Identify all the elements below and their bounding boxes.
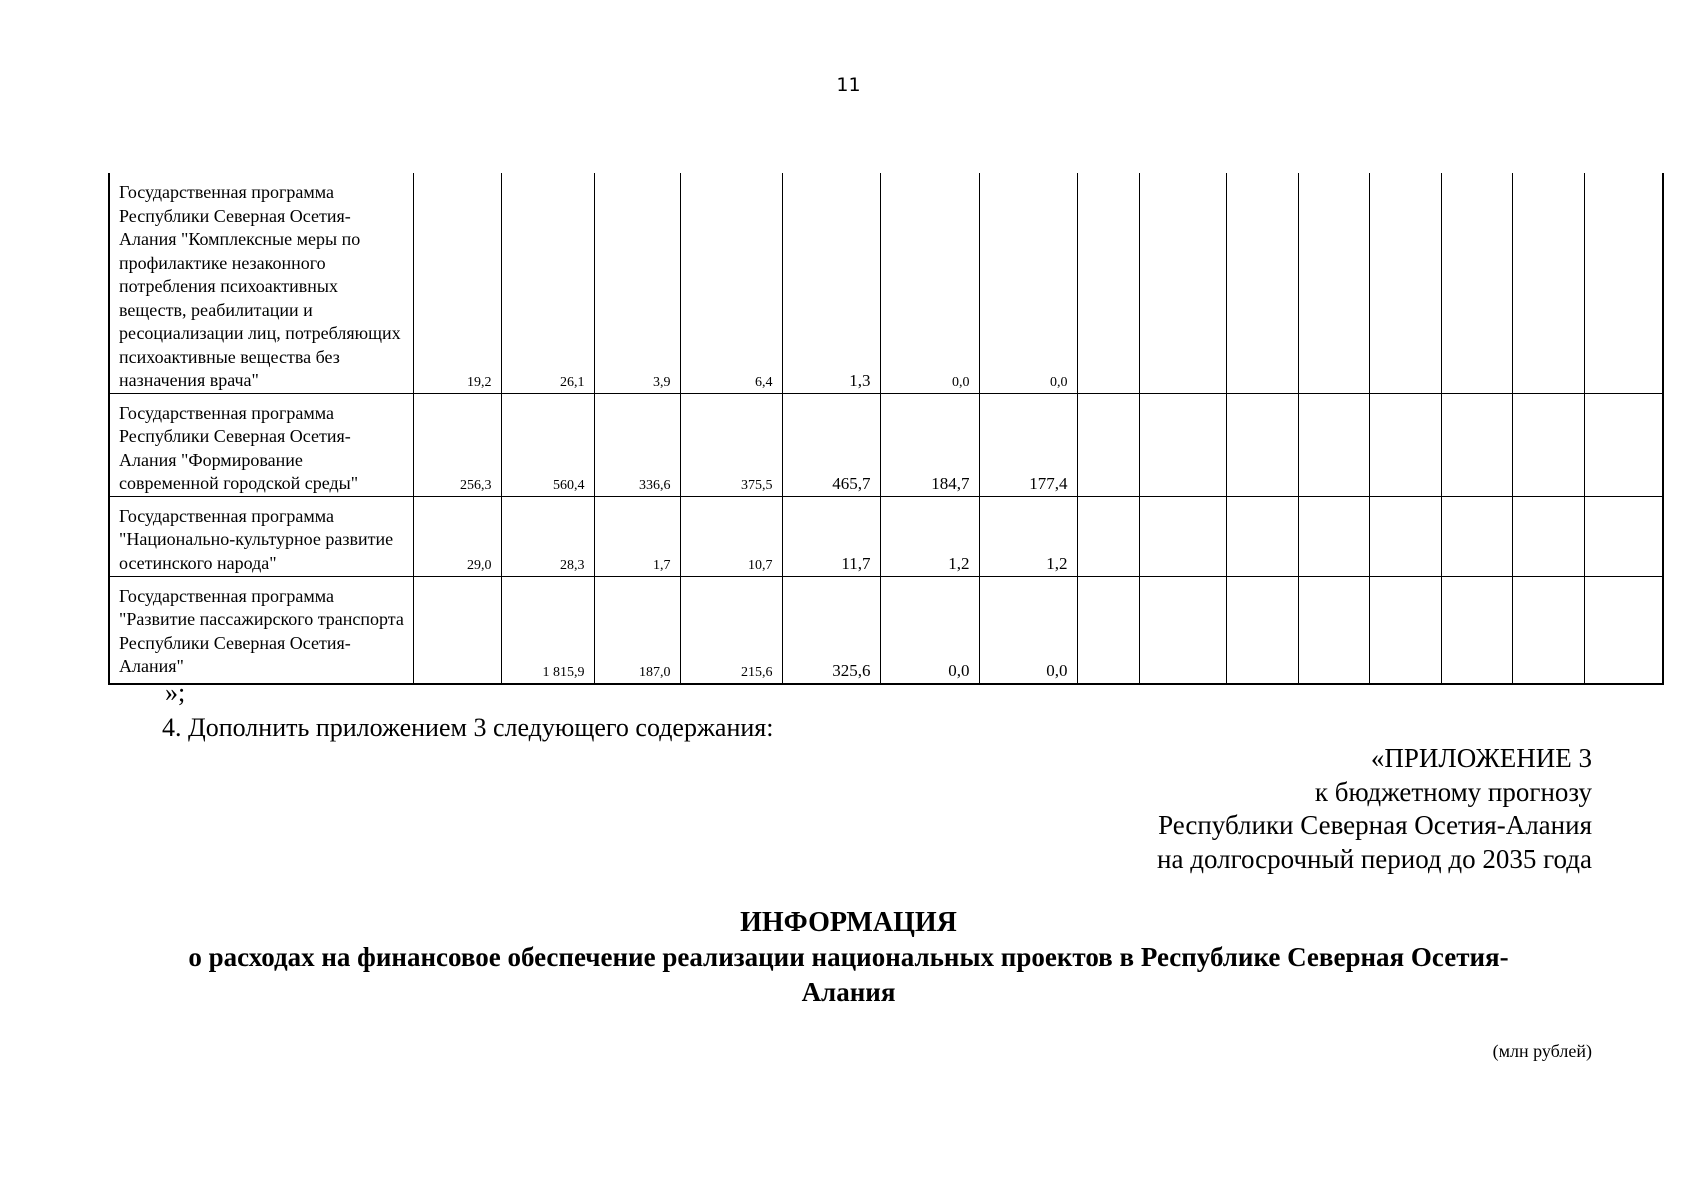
units-label: (млн рублей) <box>1492 1041 1592 1061</box>
value-cell: 19,2 <box>413 173 501 393</box>
value-cell <box>413 576 501 684</box>
value-cell: 10,7 <box>680 496 782 576</box>
value-cell: 1 815,9 <box>501 576 594 684</box>
value-cell: 3,9 <box>594 173 680 393</box>
empty-cell <box>1139 496 1226 576</box>
empty-cell <box>1077 173 1139 393</box>
value-cell: 0,0 <box>880 173 979 393</box>
appendix-line: к бюджетному прогнозу <box>1314 776 1592 807</box>
empty-cell <box>1512 576 1584 684</box>
table-row <box>109 576 1663 684</box>
value-cell: 1,3 <box>782 173 880 393</box>
table-row <box>109 496 1663 576</box>
programs-table-wrapper <box>108 173 1662 678</box>
appendix-header <box>1157 742 1592 876</box>
document-subtitle: о расходах на финансовое обеспечение реализации национальных проектов в Республике Северная Осетия-Алания <box>188 942 1509 1007</box>
value-cell: 0,0 <box>979 173 1077 393</box>
value-cell: 465,7 <box>782 393 880 496</box>
empty-cell <box>1512 496 1584 576</box>
empty-cell <box>1369 173 1441 393</box>
page-number: 11 <box>836 74 861 96</box>
empty-cell <box>1584 496 1663 576</box>
value-cell: 1,7 <box>594 496 680 576</box>
appendix-line: на долгосрочный период до 2035 года <box>1157 843 1592 874</box>
program-name: Государственная программа Республики Северная Осетия-Алания "Формирование современной городской среды" <box>109 393 413 496</box>
program-name: Государственная программа "Развитие пассажирского транспорта Республики Северная Осетия-Алания" <box>109 576 413 684</box>
value-cell: 256,3 <box>413 393 501 496</box>
empty-cell <box>1584 576 1663 684</box>
program-name: Государственная программа "Национально-культурное развитие осетинского народа" <box>109 496 413 576</box>
value-cell: 26,1 <box>501 173 594 393</box>
value-cell: 0,0 <box>979 576 1077 684</box>
empty-cell <box>1139 173 1226 393</box>
empty-cell <box>1441 173 1512 393</box>
value-cell: 29,0 <box>413 496 501 576</box>
empty-cell <box>1226 393 1298 496</box>
empty-cell <box>1298 173 1369 393</box>
value-cell: 560,4 <box>501 393 594 496</box>
value-cell: 184,7 <box>880 393 979 496</box>
value-cell: 11,7 <box>782 496 880 576</box>
appendix-line: Республики Северная Осетия-Алания <box>1158 810 1592 840</box>
empty-cell <box>1369 393 1441 496</box>
value-cell: 1,2 <box>880 496 979 576</box>
empty-cell <box>1226 173 1298 393</box>
empty-cell <box>1077 393 1139 496</box>
value-cell: 375,5 <box>680 393 782 496</box>
value-cell: 325,6 <box>782 576 880 684</box>
empty-cell <box>1441 576 1512 684</box>
empty-cell <box>1139 576 1226 684</box>
empty-cell <box>1226 576 1298 684</box>
empty-cell <box>1441 496 1512 576</box>
value-cell: 187,0 <box>594 576 680 684</box>
empty-cell <box>1512 173 1584 393</box>
table-row <box>109 173 1663 393</box>
empty-cell <box>1298 576 1369 684</box>
empty-cell <box>1441 393 1512 496</box>
empty-cell <box>1077 576 1139 684</box>
programs-table <box>108 173 1664 685</box>
empty-cell <box>1369 496 1441 576</box>
empty-cell <box>1226 496 1298 576</box>
empty-cell <box>1584 393 1663 496</box>
value-cell: 28,3 <box>501 496 594 576</box>
value-cell: 215,6 <box>680 576 782 684</box>
closing-quote: »; <box>165 678 186 707</box>
value-cell: 1,2 <box>979 496 1077 576</box>
value-cell: 177,4 <box>979 393 1077 496</box>
value-cell: 6,4 <box>680 173 782 393</box>
appendix-line: «ПРИЛОЖЕНИЕ 3 <box>1370 743 1592 773</box>
empty-cell <box>1077 496 1139 576</box>
empty-cell <box>1584 173 1663 393</box>
empty-cell <box>1298 393 1369 496</box>
instruction-item-4: 4. Дополнить приложением 3 следующего содержания: <box>162 713 774 742</box>
value-cell: 336,6 <box>594 393 680 496</box>
empty-cell <box>1512 393 1584 496</box>
table-row <box>109 393 1663 496</box>
program-name: Государственная программа Республики Северная Осетия-Алания "Комплексные меры по профилактике незаконного потребления психоактивных веществ, реабилитации и ресоциализации лиц, потребляющих психоактивные вещества без назначения врача" <box>109 173 413 393</box>
empty-cell <box>1369 576 1441 684</box>
empty-cell <box>1298 496 1369 576</box>
document-title: ИНФОРМАЦИЯ <box>740 907 957 938</box>
empty-cell <box>1139 393 1226 496</box>
value-cell: 0,0 <box>880 576 979 684</box>
